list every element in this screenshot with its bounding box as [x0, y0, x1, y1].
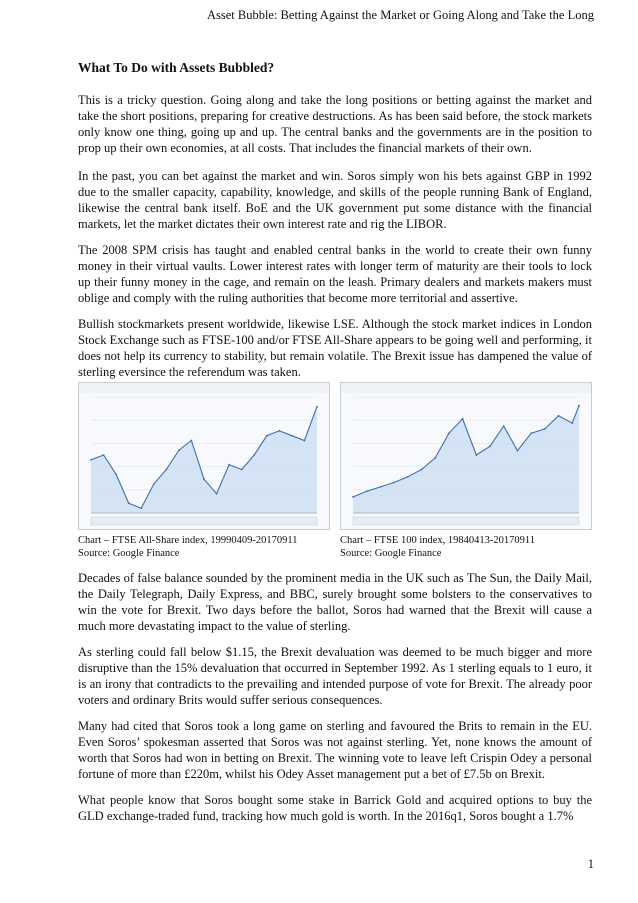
paragraph-4: Bullish stockmarkets present worldwide, likewise LSE. Although the stock market indices in London Stock Exchange such as FTSE-100 and/or FTSE All-Share appears to be going well and performing, it does not help its currency to stability, but remain volatile. The Brexit issue has dampened the value of sterling eversince the referendum was taken.	[78, 317, 592, 379]
data-point	[530, 432, 532, 434]
data-point	[434, 457, 436, 459]
data-point	[558, 415, 560, 417]
chart-toolbar-strip	[341, 383, 591, 393]
chart-image-ftse-100	[340, 382, 592, 530]
paragraph-1: This is a tricky question. Going along and take the long positions or betting against the market and take the short positions, preparing for creative destructions. As has been said before, the stock markets only know one thing, going up and up. The central banks and the governments are in the position to prop up their own economies, at all costs. That includes the financial markets of their own.	[78, 93, 592, 155]
area-fill	[353, 406, 579, 513]
data-point	[503, 425, 505, 427]
chart-image-ftse-all-share	[78, 382, 330, 530]
area-fill	[91, 407, 317, 513]
data-point	[278, 430, 280, 432]
chart-navigator-strip	[91, 517, 317, 525]
paragraph-8: What people know that Soros bought some stake in Barrick Gold and acquired options to buy the GLD exchange-traded fund, tracking how much gold is worth. In the 2016q1, Soros bought a 1.7%	[78, 793, 592, 823]
data-point	[316, 406, 318, 408]
data-point	[191, 440, 193, 442]
data-point	[366, 490, 368, 492]
figure-ftse-100	[340, 382, 592, 560]
data-point	[421, 469, 423, 471]
paragraph-7: Many had cited that Soros took a long game on sterling and favoured the Brits to remain in the EU. Even Soros’ spokesman asserted that Soros was not against sterling. Yet, none knows the amount of worth that Soros had won in betting on Brexit. The winning vote to leave left Crispin Odey a personal fortune of more than £220m, whilst his Odey Asset management put a bet of £7.5b on Brexit.	[78, 719, 592, 781]
data-point	[578, 405, 580, 407]
chart-navigator-strip	[353, 517, 579, 525]
data-point	[216, 493, 218, 495]
data-point	[352, 496, 354, 498]
area-chart-ftse-100	[341, 383, 591, 529]
paragraph-6: As sterling could fall below $1.15, the Brexit devaluation was deemed to be much bigger and more disruptive than the 15% devaluation that occurred in September 1992. As 1 sterling equals to 1 euro, it is an irony that contradicts to the prevailing and intended purpose of vote for Brexit. The already poor voters and ordinary Brits would suffer serious consequences.	[78, 645, 592, 707]
data-point	[291, 435, 293, 437]
data-point	[153, 483, 155, 485]
paragraph-3: The 2008 SPM crisis has taught and enabled central banks in the world to create their own funny money in their virtual vaults. Lower interest rates with longer term of maturity are their tools to lock up their funny money in the cage, and remain on the leash. Primary dealers and markets makers must oblige and comply with the ruling authorities that become more territorial and assertive.	[78, 243, 592, 305]
data-point	[266, 435, 268, 437]
data-point	[571, 422, 573, 424]
data-point	[393, 482, 395, 484]
data-point	[380, 486, 382, 488]
data-point	[228, 464, 230, 466]
data-point	[241, 469, 243, 471]
page-number: 1	[587, 857, 594, 871]
data-point	[544, 428, 546, 430]
running-header: Asset Bubble: Betting Against the Market or Going Along and Take the Long	[206, 8, 594, 22]
figure-caption-line1: Chart – FTSE All-Share index, 19990409-20170911	[78, 535, 298, 546]
data-point	[517, 450, 519, 452]
data-point	[448, 432, 450, 434]
figure-caption-line1: Chart – FTSE 100 index, 19840413-20170911	[340, 535, 536, 546]
data-point	[140, 507, 142, 509]
area-chart-ftse-all-share	[79, 383, 329, 529]
data-point	[103, 454, 105, 456]
data-point	[90, 459, 92, 461]
data-point	[115, 473, 117, 475]
figure-caption-line2: Source: Google Finance	[78, 548, 180, 559]
data-point	[304, 440, 306, 442]
data-point	[462, 418, 464, 420]
data-point	[178, 449, 180, 451]
paragraph-5: Decades of false balance sounded by the prominent media in the UK such as The Sun, the Daily Mail, the Daily Telegraph, Daily Express, and BBC, surely brought some bolsters to the conservatives to win the vote for Brexit. Two days before the ballot, Soros had warned that the Brexit will cause a much more devastating impact to the value of sterling.	[78, 571, 592, 633]
section-heading: What To Do with Assets Bubbled?	[78, 60, 275, 75]
data-point	[165, 469, 167, 471]
data-point	[253, 454, 255, 456]
paragraph-2: In the past, you can bet against the market and win. Soros simply won his bets against GBP in 1992 due to the smaller capacity, capability, knowledge, and skills of the people running Bank of England, likewise the central bank itself. BoE and the UK government put some distance with the financial markets, let the market dictates their own interest rate and rig the LIBOR.	[78, 169, 592, 231]
figure-row	[78, 382, 592, 557]
data-point	[407, 476, 409, 478]
chart-toolbar-strip	[79, 383, 329, 393]
figure-caption-line2: Source: Google Finance	[340, 548, 442, 559]
data-point	[128, 502, 130, 504]
figure-ftse-all-share	[78, 382, 330, 560]
data-point	[489, 445, 491, 447]
data-point	[203, 478, 205, 480]
data-point	[475, 454, 477, 456]
